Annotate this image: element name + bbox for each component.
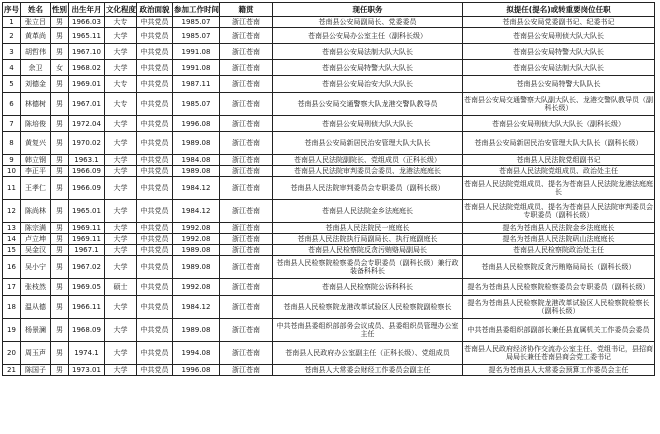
cell-education: 大学 (105, 155, 137, 166)
table-row (3, 60, 655, 76)
cell-origin: 浙江苍南 (220, 132, 273, 155)
cell-current-post: 苍南县人民检察院公诉科科长 (273, 279, 463, 296)
header-row (3, 3, 655, 17)
cell-origin: 浙江苍南 (220, 256, 273, 279)
cell-birth: 1968.02 (69, 60, 105, 76)
cell-sex: 男 (51, 365, 69, 376)
cell-name: 余卫 (21, 60, 51, 76)
cell-name: 吴小宁 (21, 256, 51, 279)
cell-no: 11 (3, 177, 21, 200)
cell-birth: 1963.1 (69, 155, 105, 166)
cell-name: 陈培俊 (21, 116, 51, 132)
table-row (3, 93, 655, 116)
cell-origin: 浙江苍南 (220, 60, 273, 76)
cell-sex: 男 (51, 166, 69, 177)
header-origin: 籍贯 (220, 3, 273, 17)
cell-work-start: 1991.08 (173, 44, 220, 60)
cell-education: 大学 (105, 223, 137, 234)
cell-proposed-post: 提名为苍南县人民检察院龙港改革试验区人民检察院检察长（副科长级） (463, 296, 655, 319)
cell-no: 10 (3, 166, 21, 177)
cell-name: 杨景澜 (21, 319, 51, 342)
cell-proposed-post: 苍南县人民法院党组副书记 (463, 155, 655, 166)
cell-proposed-post: 苍南县公安局特警大队队长 (463, 76, 655, 93)
cell-current-post: 苍南县人民检察院龙港改革试验区人民检察院副检察长 (273, 296, 463, 319)
cell-name: 胡哲伟 (21, 44, 51, 60)
cell-sex: 男 (51, 177, 69, 200)
header-no: 序号 (3, 3, 21, 17)
cell-education: 大学 (105, 365, 137, 376)
cell-party: 中共党员 (137, 76, 173, 93)
cell-origin: 浙江苍南 (220, 365, 273, 376)
cell-party: 中共党员 (137, 234, 173, 245)
cell-proposed-post: 苍南县公安局交通警察大队副大队长、龙港交警队教导员（副科长级） (463, 93, 655, 116)
cell-education: 大学 (105, 60, 137, 76)
header-party: 政治面貌 (137, 3, 173, 17)
cell-name: 李正平 (21, 166, 51, 177)
cell-current-post: 苍南县人民检察院反贪污贿赂局副局长 (273, 245, 463, 256)
table-row (3, 365, 655, 376)
cell-origin: 浙江苍南 (220, 76, 273, 93)
officials-table (2, 2, 655, 376)
cell-education: 大学 (105, 319, 137, 342)
cell-party: 中共党员 (137, 60, 173, 76)
cell-current-post: 苍南县公安局特警大队大队长 (273, 60, 463, 76)
table-row (3, 44, 655, 60)
cell-no: 12 (3, 200, 21, 223)
table-row (3, 155, 655, 166)
cell-sex: 男 (51, 44, 69, 60)
cell-origin: 浙江苍南 (220, 177, 273, 200)
table-row (3, 296, 655, 319)
cell-sex: 男 (51, 17, 69, 28)
cell-work-start: 1984.12 (173, 177, 220, 200)
cell-current-post: 苍南县公安局办公室主任（副科长级） (273, 28, 463, 44)
cell-name: 吴金汉 (21, 245, 51, 256)
cell-no: 17 (3, 279, 21, 296)
cell-current-post: 苍南县人民法院民一庭庭长 (273, 223, 463, 234)
cell-birth: 1967.02 (69, 256, 105, 279)
cell-education: 大学 (105, 342, 137, 365)
cell-work-start: 1992.08 (173, 279, 220, 296)
cell-sex: 男 (51, 93, 69, 116)
cell-education: 大学 (105, 116, 137, 132)
cell-party: 中共党员 (137, 132, 173, 155)
cell-party: 中共党员 (137, 28, 173, 44)
cell-birth: 1969.05 (69, 279, 105, 296)
cell-origin: 浙江苍南 (220, 166, 273, 177)
cell-name: 陈宗满 (21, 223, 51, 234)
cell-work-start: 1984.12 (173, 200, 220, 223)
header-current-post: 现任职务 (273, 3, 463, 17)
cell-education: 大学 (105, 44, 137, 60)
cell-birth: 1965.11 (69, 28, 105, 44)
cell-no: 9 (3, 155, 21, 166)
cell-work-start: 1985.07 (173, 17, 220, 28)
cell-origin: 浙江苍南 (220, 342, 273, 365)
cell-education: 大学 (105, 166, 137, 177)
cell-work-start: 1985.07 (173, 28, 220, 44)
cell-birth: 1967.10 (69, 44, 105, 60)
cell-current-post: 苍南县公安局交通警察大队龙港交警队教导员 (273, 93, 463, 116)
cell-current-post: 中共苍南县委组织部部务会议成员、县委组织员管理办公室主任 (273, 319, 463, 342)
table-row (3, 342, 655, 365)
cell-current-post: 苍南县公安局刑侦大队大队长 (273, 116, 463, 132)
cell-work-start: 1987.11 (173, 76, 220, 93)
cell-origin: 浙江苍南 (220, 155, 273, 166)
table-row (3, 279, 655, 296)
cell-education: 大专 (105, 17, 137, 28)
cell-no: 1 (3, 17, 21, 28)
table-row (3, 223, 655, 234)
cell-sex: 男 (51, 279, 69, 296)
cell-education: 大学 (105, 234, 137, 245)
table-row (3, 166, 655, 177)
cell-education: 大学 (105, 296, 137, 319)
cell-work-start: 1984.12 (173, 296, 220, 319)
cell-party: 中共党员 (137, 93, 173, 116)
cell-no: 19 (3, 319, 21, 342)
cell-no: 20 (3, 342, 21, 365)
cell-proposed-post: 苍南县人民法院党组成员、提名为苍南县人民法院审判委员会专职委员（副科长级） (463, 200, 655, 223)
cell-no: 7 (3, 116, 21, 132)
cell-proposed-post: 苍南县人民政府经济协作交流办公室主任、党组书记，县招商局局长兼任苍南县商会党工委书记 (463, 342, 655, 365)
cell-work-start: 1991.08 (173, 60, 220, 76)
cell-party: 中共党员 (137, 200, 173, 223)
cell-sex: 男 (51, 319, 69, 342)
cell-birth: 1973.01 (69, 365, 105, 376)
cell-birth: 1974.1 (69, 342, 105, 365)
cell-origin: 浙江苍南 (220, 223, 273, 234)
cell-birth: 1970.02 (69, 132, 105, 155)
cell-proposed-post: 提名为苍南县人民法院矾山法庭庭长 (463, 234, 655, 245)
cell-current-post: 苍南县公安局新居民治安管理大队大队长 (273, 132, 463, 155)
cell-party: 中共党员 (137, 177, 173, 200)
cell-birth: 1968.09 (69, 319, 105, 342)
cell-birth: 1972.04 (69, 116, 105, 132)
cell-proposed-post: 苍南县人民法院党组成员、提名为苍南县人民法院龙港法庭庭长 (463, 177, 655, 200)
cell-education: 大学 (105, 245, 137, 256)
cell-work-start: 1989.08 (173, 166, 220, 177)
cell-name: 张枝然 (21, 279, 51, 296)
cell-proposed-post: 苍南县人民检察院政治处主任 (463, 245, 655, 256)
table-row (3, 132, 655, 155)
cell-no: 13 (3, 223, 21, 234)
cell-no: 15 (3, 245, 21, 256)
cell-work-start: 1984.08 (173, 155, 220, 166)
cell-no: 6 (3, 93, 21, 116)
cell-work-start: 1994.08 (173, 342, 220, 365)
cell-sex: 男 (51, 28, 69, 44)
cell-current-post: 苍南县公安局治安大队大队长 (273, 76, 463, 93)
cell-party: 中共党员 (137, 256, 173, 279)
cell-origin: 浙江苍南 (220, 279, 273, 296)
header-name: 姓名 (21, 3, 51, 17)
cell-party: 中共党员 (137, 44, 173, 60)
cell-sex: 男 (51, 116, 69, 132)
cell-party: 中共党员 (137, 319, 173, 342)
cell-current-post: 苍南县公安局副局长、党委委员 (273, 17, 463, 28)
cell-name: 刘德金 (21, 76, 51, 93)
table-row (3, 200, 655, 223)
cell-sex: 男 (51, 234, 69, 245)
cell-current-post: 苍南县人民法院审判委员会委员、龙港法庭庭长 (273, 166, 463, 177)
table-row (3, 319, 655, 342)
cell-birth: 1966.11 (69, 296, 105, 319)
cell-name: 温从德 (21, 296, 51, 319)
cell-party: 中共党员 (137, 245, 173, 256)
cell-current-post: 苍南县人民政府办公室副主任（正科长级）、党组成员 (273, 342, 463, 365)
cell-name: 韩立钢 (21, 155, 51, 166)
table-row (3, 17, 655, 28)
cell-current-post: 苍南县人民法院金乡法庭庭长 (273, 200, 463, 223)
cell-proposed-post: 提名为苍南县人民法院金乡法庭庭长 (463, 223, 655, 234)
cell-education: 大学 (105, 132, 137, 155)
cell-sex: 男 (51, 296, 69, 319)
table-row (3, 116, 655, 132)
cell-name: 王孝仁 (21, 177, 51, 200)
cell-origin: 浙江苍南 (220, 116, 273, 132)
cell-party: 中共党员 (137, 279, 173, 296)
cell-name: 陈国子 (21, 365, 51, 376)
cell-origin: 浙江苍南 (220, 296, 273, 319)
cell-proposed-post: 苍南县公安局刑侦大队大队长（副科长级） (463, 116, 655, 132)
cell-origin: 浙江苍南 (220, 200, 273, 223)
cell-name: 卢立坤 (21, 234, 51, 245)
cell-education: 大学 (105, 177, 137, 200)
cell-current-post: 苍南县公安局法制大队大队长 (273, 44, 463, 60)
cell-no: 21 (3, 365, 21, 376)
cell-proposed-post: 苍南县公安局刑侦大队大队长 (463, 28, 655, 44)
cell-education: 硕士 (105, 279, 137, 296)
officials-table-wrapper (2, 2, 654, 376)
cell-proposed-post: 苍南县公安局新居民治安管理大队大队长（副科长级） (463, 132, 655, 155)
cell-birth: 1966.09 (69, 166, 105, 177)
header-work-start: 参加工作时间 (173, 3, 220, 17)
cell-education: 大学 (105, 28, 137, 44)
cell-party: 中共党员 (137, 166, 173, 177)
cell-sex: 男 (51, 245, 69, 256)
cell-origin: 浙江苍南 (220, 44, 273, 60)
cell-work-start: 1989.08 (173, 319, 220, 342)
cell-work-start: 1996.08 (173, 365, 220, 376)
cell-sex: 男 (51, 342, 69, 365)
cell-name: 张立吕 (21, 17, 51, 28)
cell-sex: 男 (51, 200, 69, 223)
cell-proposed-post: 提名为苍南县人大常委会预算工作委员会主任 (463, 365, 655, 376)
cell-sex: 男 (51, 256, 69, 279)
cell-no: 3 (3, 44, 21, 60)
cell-party: 中共党员 (137, 155, 173, 166)
cell-no: 8 (3, 132, 21, 155)
cell-birth: 1965.01 (69, 200, 105, 223)
table-row (3, 76, 655, 93)
cell-work-start: 1989.08 (173, 256, 220, 279)
table-row (3, 245, 655, 256)
cell-party: 中共党员 (137, 296, 173, 319)
table-row (3, 28, 655, 44)
cell-sex: 女 (51, 60, 69, 76)
cell-current-post: 苍南县人民检察院检察委员会专职委员（副科长级）兼行政装备科科长 (273, 256, 463, 279)
cell-proposed-post: 苍南县人民检察院反贪污贿赂局局长（副科长级） (463, 256, 655, 279)
cell-education: 大专 (105, 93, 137, 116)
cell-party: 中共党员 (137, 365, 173, 376)
cell-education: 大学 (105, 200, 137, 223)
cell-work-start: 1985.07 (173, 93, 220, 116)
cell-origin: 浙江苍南 (220, 319, 273, 342)
cell-origin: 浙江苍南 (220, 28, 273, 44)
cell-proposed-post: 苍南县人民法院党组成员、政治处主任 (463, 166, 655, 177)
cell-party: 中共党员 (137, 223, 173, 234)
cell-current-post: 苍南县人大常委会财经工作委员会副主任 (273, 365, 463, 376)
cell-sex: 男 (51, 76, 69, 93)
cell-no: 18 (3, 296, 21, 319)
cell-work-start: 1992.08 (173, 234, 220, 245)
cell-birth: 1967.1 (69, 245, 105, 256)
cell-birth: 1969.11 (69, 223, 105, 234)
cell-no: 16 (3, 256, 21, 279)
cell-birth: 1966.09 (69, 177, 105, 200)
table-row (3, 256, 655, 279)
cell-origin: 浙江苍南 (220, 17, 273, 28)
cell-proposed-post: 苍南县公安局党委副书记、纪委书记 (463, 17, 655, 28)
cell-no: 14 (3, 234, 21, 245)
cell-work-start: 1996.08 (173, 116, 220, 132)
table-body (3, 17, 655, 376)
cell-name: 黄复兴 (21, 132, 51, 155)
header-sex: 性别 (51, 3, 69, 17)
cell-work-start: 1989.08 (173, 245, 220, 256)
table-row (3, 177, 655, 200)
cell-education: 大学 (105, 256, 137, 279)
cell-party: 中共党员 (137, 342, 173, 365)
cell-no: 4 (3, 60, 21, 76)
cell-current-post: 苍南县人民法院执行局副局长、执行庭副庭长 (273, 234, 463, 245)
cell-birth: 1969.11 (69, 234, 105, 245)
cell-name: 林德树 (21, 93, 51, 116)
cell-party: 中共党员 (137, 116, 173, 132)
cell-sex: 男 (51, 155, 69, 166)
cell-current-post: 苍南县人民法院审判委员会专职委员（副科长级） (273, 177, 463, 200)
cell-proposed-post: 提名为苍南县人民检察院检察委员会专职委员（副科长级） (463, 279, 655, 296)
table-row (3, 234, 655, 245)
header-proposed-post: 拟提任(提名)或转重要岗位任职 (463, 3, 655, 17)
cell-proposed-post: 中共苍南县委组织部副部长兼任县直属机关工作委员会委员 (463, 319, 655, 342)
cell-origin: 浙江苍南 (220, 93, 273, 116)
header-education: 文化程度 (105, 3, 137, 17)
cell-proposed-post: 苍南县公安局特警大队大队长 (463, 44, 655, 60)
cell-sex: 男 (51, 223, 69, 234)
cell-birth: 1969.01 (69, 76, 105, 93)
cell-proposed-post: 苍南县公安局法制大队大队长 (463, 60, 655, 76)
cell-work-start: 1992.08 (173, 223, 220, 234)
cell-no: 2 (3, 28, 21, 44)
cell-name: 陈尚林 (21, 200, 51, 223)
cell-no: 5 (3, 76, 21, 93)
cell-name: 周玉声 (21, 342, 51, 365)
cell-sex: 男 (51, 132, 69, 155)
cell-birth: 1966.03 (69, 17, 105, 28)
cell-education: 大专 (105, 76, 137, 93)
cell-origin: 浙江苍南 (220, 234, 273, 245)
cell-current-post: 苍南县人民法院副院长、党组成员（正科长级） (273, 155, 463, 166)
cell-origin: 浙江苍南 (220, 245, 273, 256)
cell-party: 中共党员 (137, 17, 173, 28)
cell-birth: 1967.01 (69, 93, 105, 116)
header-birth: 出生年月 (69, 3, 105, 17)
cell-work-start: 1989.08 (173, 132, 220, 155)
cell-name: 黄革尚 (21, 28, 51, 44)
